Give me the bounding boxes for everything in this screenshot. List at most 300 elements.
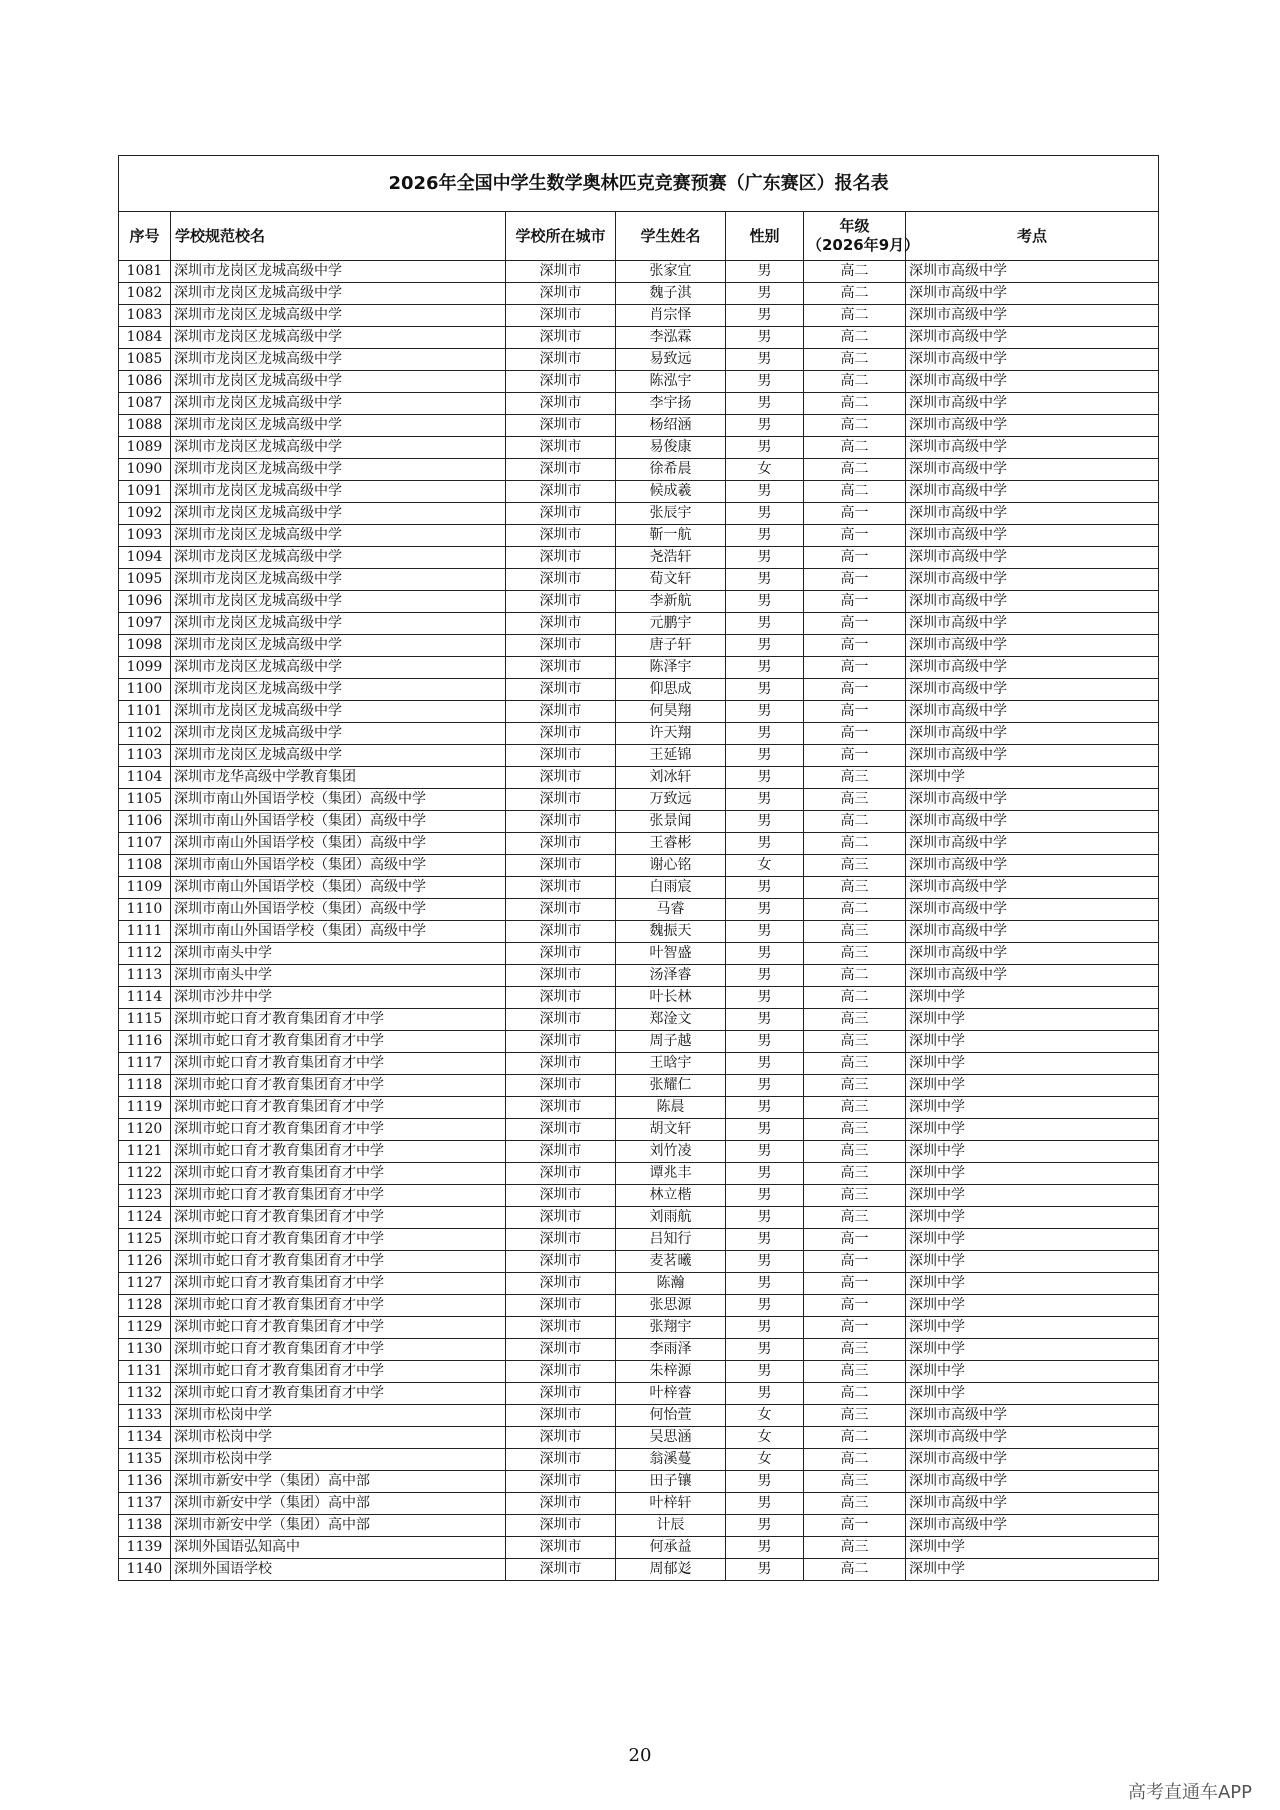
cell-seq: 1128 (119, 1295, 171, 1317)
cell-gender: 男 (726, 635, 804, 657)
cell-city: 深圳市 (506, 1405, 616, 1427)
cell-student-name: 麦茗曦 (616, 1251, 726, 1273)
cell-school: 深圳市蛇口育才教育集团育才中学 (171, 1119, 506, 1141)
cell-exam-site: 深圳市高级中学 (906, 371, 1159, 393)
table-row (119, 327, 1159, 349)
cell-school: 深圳市南头中学 (171, 943, 506, 965)
cell-exam-site: 深圳市高级中学 (906, 833, 1159, 855)
table-row (119, 371, 1159, 393)
cell-exam-site: 深圳中学 (906, 1537, 1159, 1559)
cell-exam-site: 深圳中学 (906, 1185, 1159, 1207)
cell-grade: 高一 (804, 745, 906, 767)
watermark: 高考直通车APP (1127, 1782, 1252, 1803)
cell-seq: 1117 (119, 1053, 171, 1075)
cell-seq: 1084 (119, 327, 171, 349)
cell-school: 深圳市龙岗区龙城高级中学 (171, 305, 506, 327)
cell-seq: 1124 (119, 1207, 171, 1229)
cell-city: 深圳市 (506, 503, 616, 525)
cell-exam-site: 深圳中学 (906, 1251, 1159, 1273)
cell-gender: 男 (726, 1339, 804, 1361)
table-row (119, 1229, 1159, 1251)
cell-grade: 高二 (804, 437, 906, 459)
cell-student-name: 张翔宇 (616, 1317, 726, 1339)
cell-exam-site: 深圳市高级中学 (906, 327, 1159, 349)
table-row (119, 855, 1159, 877)
cell-exam-site: 深圳市高级中学 (906, 877, 1159, 899)
cell-gender: 男 (726, 525, 804, 547)
cell-school: 深圳市蛇口育才教育集团育才中学 (171, 1295, 506, 1317)
cell-student-name: 朱梓源 (616, 1361, 726, 1383)
header-exam-site: 考点 (906, 212, 1159, 261)
cell-student-name: 叶梓睿 (616, 1383, 726, 1405)
cell-gender: 男 (726, 261, 804, 283)
cell-exam-site: 深圳市高级中学 (906, 745, 1159, 767)
cell-seq: 1116 (119, 1031, 171, 1053)
cell-exam-site: 深圳市高级中学 (906, 789, 1159, 811)
cell-student-name: 刘雨航 (616, 1207, 726, 1229)
table-row (119, 1537, 1159, 1559)
cell-student-name: 计辰 (616, 1515, 726, 1537)
cell-student-name: 刘竹凌 (616, 1141, 726, 1163)
cell-school: 深圳市龙岗区龙城高级中学 (171, 569, 506, 591)
cell-seq: 1107 (119, 833, 171, 855)
cell-seq: 1092 (119, 503, 171, 525)
cell-exam-site: 深圳中学 (906, 767, 1159, 789)
cell-school: 深圳市蛇口育才教育集团育才中学 (171, 1009, 506, 1031)
table-row (119, 1361, 1159, 1383)
cell-city: 深圳市 (506, 811, 616, 833)
cell-seq: 1102 (119, 723, 171, 745)
cell-gender: 男 (726, 921, 804, 943)
cell-school: 深圳市龙岗区龙城高级中学 (171, 745, 506, 767)
cell-student-name: 陈瀚 (616, 1273, 726, 1295)
cell-gender: 男 (726, 1009, 804, 1031)
cell-school: 深圳市蛇口育才教育集团育才中学 (171, 1053, 506, 1075)
cell-exam-site: 深圳中学 (906, 1009, 1159, 1031)
cell-school: 深圳市蛇口育才教育集团育才中学 (171, 1339, 506, 1361)
cell-seq: 1089 (119, 437, 171, 459)
table-row (119, 1427, 1159, 1449)
cell-gender: 男 (726, 1141, 804, 1163)
cell-city: 深圳市 (506, 1207, 616, 1229)
cell-city: 深圳市 (506, 547, 616, 569)
table-row (119, 261, 1159, 283)
cell-exam-site: 深圳市高级中学 (906, 305, 1159, 327)
cell-grade: 高二 (804, 415, 906, 437)
cell-city: 深圳市 (506, 371, 616, 393)
cell-exam-site: 深圳市高级中学 (906, 855, 1159, 877)
table-row (119, 877, 1159, 899)
cell-exam-site: 深圳中学 (906, 1053, 1159, 1075)
cell-gender: 男 (726, 415, 804, 437)
cell-city: 深圳市 (506, 635, 616, 657)
cell-school: 深圳市龙岗区龙城高级中学 (171, 481, 506, 503)
cell-school: 深圳市蛇口育才教育集团育才中学 (171, 1229, 506, 1251)
cell-gender: 男 (726, 481, 804, 503)
cell-school: 深圳市龙岗区龙城高级中学 (171, 723, 506, 745)
cell-school: 深圳市龙岗区龙城高级中学 (171, 415, 506, 437)
cell-seq: 1082 (119, 283, 171, 305)
cell-exam-site: 深圳中学 (906, 1163, 1159, 1185)
cell-grade: 高三 (804, 1339, 906, 1361)
cell-grade: 高一 (804, 547, 906, 569)
cell-student-name: 陈泽宇 (616, 657, 726, 679)
cell-student-name: 靳一航 (616, 525, 726, 547)
cell-gender: 男 (726, 1163, 804, 1185)
table-row (119, 723, 1159, 745)
cell-grade: 高一 (804, 569, 906, 591)
cell-seq: 1110 (119, 899, 171, 921)
page-number: 20 (628, 1745, 652, 1766)
cell-seq: 1122 (119, 1163, 171, 1185)
cell-student-name: 张景闻 (616, 811, 726, 833)
table-row (119, 833, 1159, 855)
cell-school: 深圳市蛇口育才教育集团育才中学 (171, 1361, 506, 1383)
cell-grade: 高三 (804, 1493, 906, 1515)
cell-student-name: 张家宜 (616, 261, 726, 283)
cell-seq: 1087 (119, 393, 171, 415)
cell-gender: 男 (726, 1317, 804, 1339)
cell-gender: 男 (726, 679, 804, 701)
cell-student-name: 张耀仁 (616, 1075, 726, 1097)
cell-exam-site: 深圳中学 (906, 1229, 1159, 1251)
cell-grade: 高三 (804, 1009, 906, 1031)
cell-seq: 1100 (119, 679, 171, 701)
cell-seq: 1095 (119, 569, 171, 591)
cell-exam-site: 深圳市高级中学 (906, 525, 1159, 547)
cell-seq: 1081 (119, 261, 171, 283)
cell-gender: 男 (726, 547, 804, 569)
cell-city: 深圳市 (506, 723, 616, 745)
cell-grade: 高二 (804, 481, 906, 503)
cell-city: 深圳市 (506, 349, 616, 371)
cell-exam-site: 深圳中学 (906, 1273, 1159, 1295)
cell-seq: 1131 (119, 1361, 171, 1383)
table-row (119, 415, 1159, 437)
cell-student-name: 何昊翔 (616, 701, 726, 723)
cell-school: 深圳市南山外国语学校（集团）高级中学 (171, 833, 506, 855)
cell-city: 深圳市 (506, 591, 616, 613)
cell-seq: 1129 (119, 1317, 171, 1339)
cell-school: 深圳市蛇口育才教育集团育才中学 (171, 1273, 506, 1295)
cell-student-name: 许天翔 (616, 723, 726, 745)
cell-exam-site: 深圳市高级中学 (906, 349, 1159, 371)
cell-seq: 1135 (119, 1449, 171, 1471)
cell-student-name: 唐子轩 (616, 635, 726, 657)
cell-student-name: 叶梓轩 (616, 1493, 726, 1515)
cell-gender: 男 (726, 1185, 804, 1207)
cell-gender: 女 (726, 855, 804, 877)
cell-grade: 高二 (804, 987, 906, 1009)
cell-city: 深圳市 (506, 1229, 616, 1251)
cell-gender: 男 (726, 1537, 804, 1559)
cell-gender: 男 (726, 833, 804, 855)
cell-seq: 1083 (119, 305, 171, 327)
table-row (119, 679, 1159, 701)
cell-grade: 高二 (804, 393, 906, 415)
cell-exam-site: 深圳中学 (906, 1207, 1159, 1229)
cell-city: 深圳市 (506, 767, 616, 789)
cell-gender: 男 (726, 613, 804, 635)
cell-school: 深圳市南山外国语学校（集团）高级中学 (171, 899, 506, 921)
cell-seq: 1112 (119, 943, 171, 965)
cell-exam-site: 深圳市高级中学 (906, 591, 1159, 613)
table-row (119, 1339, 1159, 1361)
cell-city: 深圳市 (506, 657, 616, 679)
cell-seq: 1138 (119, 1515, 171, 1537)
cell-city: 深圳市 (506, 987, 616, 1009)
cell-grade: 高二 (804, 1559, 906, 1581)
cell-school: 深圳市松岗中学 (171, 1405, 506, 1427)
table-row (119, 789, 1159, 811)
table-row (119, 459, 1159, 481)
header-seq: 序号 (119, 212, 171, 261)
cell-seq: 1111 (119, 921, 171, 943)
cell-seq: 1086 (119, 371, 171, 393)
cell-city: 深圳市 (506, 679, 616, 701)
table-row (119, 701, 1159, 723)
cell-grade: 高一 (804, 657, 906, 679)
cell-school: 深圳市蛇口育才教育集团育才中学 (171, 1317, 506, 1339)
cell-gender: 男 (726, 1207, 804, 1229)
cell-seq: 1105 (119, 789, 171, 811)
cell-city: 深圳市 (506, 1053, 616, 1075)
cell-grade: 高二 (804, 305, 906, 327)
cell-gender: 男 (726, 1251, 804, 1273)
cell-seq: 1103 (119, 745, 171, 767)
cell-exam-site: 深圳中学 (906, 1097, 1159, 1119)
cell-city: 深圳市 (506, 789, 616, 811)
cell-student-name: 翁溪蔓 (616, 1449, 726, 1471)
cell-city: 深圳市 (506, 1075, 616, 1097)
cell-seq: 1139 (119, 1537, 171, 1559)
cell-gender: 男 (726, 591, 804, 613)
cell-gender: 男 (726, 877, 804, 899)
table-row (119, 1185, 1159, 1207)
cell-city: 深圳市 (506, 833, 616, 855)
cell-city: 深圳市 (506, 1537, 616, 1559)
cell-grade: 高三 (804, 767, 906, 789)
cell-school: 深圳市蛇口育才教育集团育才中学 (171, 1251, 506, 1273)
cell-grade: 高一 (804, 613, 906, 635)
cell-seq: 1109 (119, 877, 171, 899)
cell-city: 深圳市 (506, 327, 616, 349)
cell-exam-site: 深圳中学 (906, 1559, 1159, 1581)
cell-grade: 高三 (804, 1163, 906, 1185)
table-row (119, 767, 1159, 789)
cell-seq: 1091 (119, 481, 171, 503)
cell-seq: 1140 (119, 1559, 171, 1581)
table-row (119, 503, 1159, 525)
cell-grade: 高一 (804, 1515, 906, 1537)
cell-gender: 男 (726, 657, 804, 679)
cell-exam-site: 深圳市高级中学 (906, 899, 1159, 921)
cell-grade: 高二 (804, 371, 906, 393)
table-row (119, 1515, 1159, 1537)
cell-school: 深圳外国语弘知高中 (171, 1537, 506, 1559)
cell-school: 深圳市沙井中学 (171, 987, 506, 1009)
cell-student-name: 张辰宇 (616, 503, 726, 525)
table-row (119, 943, 1159, 965)
cell-grade: 高一 (804, 1295, 906, 1317)
cell-student-name: 张思源 (616, 1295, 726, 1317)
cell-city: 深圳市 (506, 569, 616, 591)
cell-gender: 男 (726, 943, 804, 965)
cell-gender: 男 (726, 789, 804, 811)
cell-seq: 1094 (119, 547, 171, 569)
cell-exam-site: 深圳中学 (906, 987, 1159, 1009)
cell-city: 深圳市 (506, 1031, 616, 1053)
cell-school: 深圳市蛇口育才教育集团育才中学 (171, 1163, 506, 1185)
cell-grade: 高二 (804, 833, 906, 855)
table-row (119, 437, 1159, 459)
cell-city: 深圳市 (506, 393, 616, 415)
cell-school: 深圳市南山外国语学校（集团）高级中学 (171, 789, 506, 811)
cell-exam-site: 深圳市高级中学 (906, 635, 1159, 657)
cell-city: 深圳市 (506, 283, 616, 305)
cell-student-name: 吴思涵 (616, 1427, 726, 1449)
cell-exam-site: 深圳市高级中学 (906, 1427, 1159, 1449)
cell-city: 深圳市 (506, 745, 616, 767)
table-row (119, 1493, 1159, 1515)
cell-student-name: 尧浩轩 (616, 547, 726, 569)
cell-exam-site: 深圳中学 (906, 1339, 1159, 1361)
table-row (119, 1097, 1159, 1119)
cell-gender: 男 (726, 569, 804, 591)
header-city: 学校所在城市 (506, 212, 616, 261)
table-row (119, 305, 1159, 327)
cell-student-name: 周子越 (616, 1031, 726, 1053)
header-school: 学校规范校名 (171, 212, 506, 261)
cell-grade: 高一 (804, 635, 906, 657)
cell-student-name: 万致远 (616, 789, 726, 811)
cell-school: 深圳市南山外国语学校（集团）高级中学 (171, 855, 506, 877)
table-row (119, 349, 1159, 371)
cell-student-name: 胡文轩 (616, 1119, 726, 1141)
table-row (119, 1273, 1159, 1295)
cell-student-name: 魏振天 (616, 921, 726, 943)
cell-seq: 1137 (119, 1493, 171, 1515)
cell-student-name: 元鹏宇 (616, 613, 726, 635)
cell-exam-site: 深圳市高级中学 (906, 657, 1159, 679)
cell-student-name: 白雨宸 (616, 877, 726, 899)
header-student-name: 学生姓名 (616, 212, 726, 261)
cell-exam-site: 深圳中学 (906, 1383, 1159, 1405)
cell-grade: 高一 (804, 525, 906, 547)
cell-seq: 1119 (119, 1097, 171, 1119)
cell-student-name: 易致远 (616, 349, 726, 371)
cell-grade: 高三 (804, 1141, 906, 1163)
cell-exam-site: 深圳市高级中学 (906, 437, 1159, 459)
cell-grade: 高三 (804, 855, 906, 877)
cell-exam-site: 深圳市高级中学 (906, 481, 1159, 503)
cell-grade: 高三 (804, 1185, 906, 1207)
cell-student-name: 何怡萱 (616, 1405, 726, 1427)
cell-exam-site: 深圳市高级中学 (906, 679, 1159, 701)
cell-seq: 1098 (119, 635, 171, 657)
cell-grade: 高一 (804, 1273, 906, 1295)
cell-student-name: 李新航 (616, 591, 726, 613)
cell-seq: 1113 (119, 965, 171, 987)
cell-exam-site: 深圳中学 (906, 1317, 1159, 1339)
table-body (119, 261, 1159, 1581)
cell-grade: 高二 (804, 459, 906, 481)
table-row (119, 1251, 1159, 1273)
cell-city: 深圳市 (506, 701, 616, 723)
cell-city: 深圳市 (506, 415, 616, 437)
cell-city: 深圳市 (506, 1471, 616, 1493)
table-row (119, 1207, 1159, 1229)
table-row (119, 569, 1159, 591)
cell-student-name: 刘冰轩 (616, 767, 726, 789)
cell-exam-site: 深圳中学 (906, 1031, 1159, 1053)
cell-seq: 1099 (119, 657, 171, 679)
cell-city: 深圳市 (506, 921, 616, 943)
cell-school: 深圳市蛇口育才教育集团育才中学 (171, 1097, 506, 1119)
cell-exam-site: 深圳市高级中学 (906, 811, 1159, 833)
cell-grade: 高一 (804, 503, 906, 525)
cell-gender: 男 (726, 987, 804, 1009)
cell-school: 深圳市龙岗区龙城高级中学 (171, 349, 506, 371)
cell-student-name: 王延锦 (616, 745, 726, 767)
cell-city: 深圳市 (506, 877, 616, 899)
cell-gender: 男 (726, 899, 804, 921)
cell-city: 深圳市 (506, 1559, 616, 1581)
cell-exam-site: 深圳市高级中学 (906, 1449, 1159, 1471)
table-row (119, 1295, 1159, 1317)
cell-city: 深圳市 (506, 1163, 616, 1185)
table-row (119, 1405, 1159, 1427)
table-row (119, 899, 1159, 921)
cell-gender: 男 (726, 1075, 804, 1097)
table-row (119, 987, 1159, 1009)
cell-student-name: 李泓霖 (616, 327, 726, 349)
cell-seq: 1114 (119, 987, 171, 1009)
cell-grade: 高三 (804, 921, 906, 943)
cell-grade: 高二 (804, 327, 906, 349)
cell-grade: 高二 (804, 1427, 906, 1449)
cell-city: 深圳市 (506, 1097, 616, 1119)
cell-school: 深圳市蛇口育才教育集团育才中学 (171, 1031, 506, 1053)
cell-seq: 1096 (119, 591, 171, 613)
cell-school: 深圳市龙岗区龙城高级中学 (171, 437, 506, 459)
cell-seq: 1134 (119, 1427, 171, 1449)
cell-exam-site: 深圳市高级中学 (906, 1405, 1159, 1427)
cell-grade: 高一 (804, 1251, 906, 1273)
cell-gender: 女 (726, 459, 804, 481)
cell-exam-site: 深圳市高级中学 (906, 1493, 1159, 1515)
cell-school: 深圳外国语学校 (171, 1559, 506, 1581)
cell-student-name: 林立楷 (616, 1185, 726, 1207)
header-row (119, 212, 1159, 261)
cell-city: 深圳市 (506, 1141, 616, 1163)
cell-gender: 男 (726, 1383, 804, 1405)
table-row (119, 591, 1159, 613)
cell-gender: 男 (726, 1053, 804, 1075)
table-row (119, 613, 1159, 635)
cell-city: 深圳市 (506, 305, 616, 327)
cell-city: 深圳市 (506, 1295, 616, 1317)
cell-exam-site: 深圳市高级中学 (906, 459, 1159, 481)
cell-city: 深圳市 (506, 1317, 616, 1339)
cell-gender: 男 (726, 1273, 804, 1295)
cell-student-name: 王晗宇 (616, 1053, 726, 1075)
cell-school: 深圳市南山外国语学校（集团）高级中学 (171, 921, 506, 943)
table-row (119, 481, 1159, 503)
cell-gender: 男 (726, 1515, 804, 1537)
cell-exam-site: 深圳中学 (906, 1075, 1159, 1097)
cell-seq: 1127 (119, 1273, 171, 1295)
